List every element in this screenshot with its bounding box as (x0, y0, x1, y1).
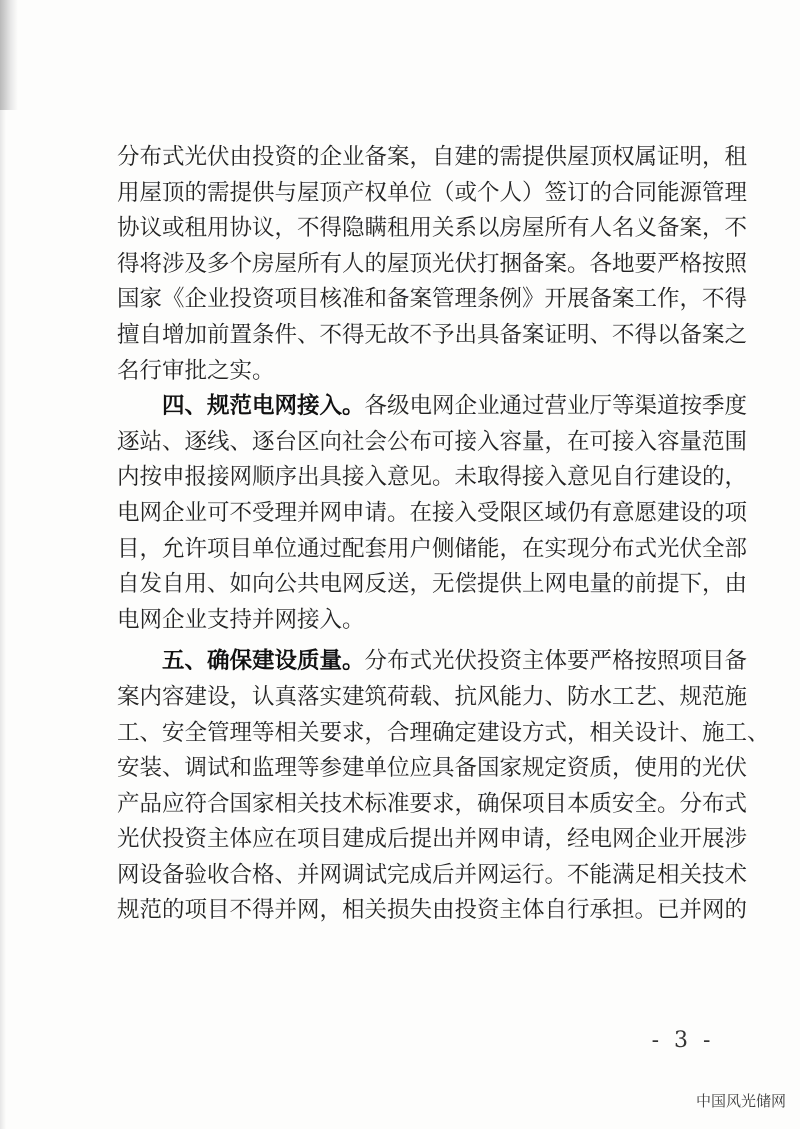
paragraph-line: 网设备验收合格、并网调试完成后并网运行。不能满足相关技术 (117, 861, 748, 888)
paragraph-line: 得将涉及多个房屋所有人的屋顶光伏打捆备案。各地要严格按照 (117, 250, 748, 277)
section-5-first-line (117, 644, 748, 680)
paragraph-line: 目，允许项目单位通过配套用户侧储能，在实现分布式光伏全部 (117, 535, 748, 562)
scan-shadow-edge (0, 110, 6, 1129)
paragraph-line: 自发自用、如向公共电网反送，无偿提供上网电量的前提下，由 (117, 571, 748, 598)
paragraph-line: 光伏投资主体应在项目建成后提出并网申请，经电网企业开展涉 (117, 826, 748, 853)
watermark-logo-text: 中国风光储网 (695, 1092, 786, 1110)
section-5-heading: 五、确保建设质量。 (162, 648, 365, 675)
paragraph-line: 电网企业支持并网接入。 (117, 606, 365, 633)
paragraph-line: 工、安全管理等相关要求，合理确定建设方式，相关设计、施工、 (117, 719, 770, 746)
paragraph-line: 国家《企业投资项目核准和备案管理条例》开展备案工作，不得 (117, 286, 748, 313)
page-number: - 3 - (651, 1028, 715, 1053)
paragraph-line: 电网企业可不受理并网申请。在接入受限区域仍有意愿建设的项 (117, 499, 748, 526)
paragraph-line: 规范的项目不得并网，相关损失由投资主体自行承担。已并网的 (117, 897, 748, 924)
scan-shadow (0, 0, 18, 110)
paragraph-line: 案内容建设，认真落实建筑荷载、抗风能力、防水工艺、规范施 (117, 683, 748, 710)
paragraph-line: 名行审批之实。 (117, 357, 275, 384)
section-4-first-line (117, 389, 748, 425)
paragraph-line: 产品应符合国家相关技术标准要求，确保项目本质安全。分布式 (117, 790, 748, 817)
document-body (117, 140, 770, 929)
paragraph-line: 擅自增加前置条件、不得无故不予出具备案证明、不得以备案之 (117, 321, 748, 348)
paragraph-line: 逐站、逐线、逐台区向社会公布可接入容量，在可接入容量范围 (117, 428, 748, 455)
paragraph-line: 分布式光伏由投资的企业备案，自建的需提供屋顶权属证明，租 (117, 144, 748, 170)
paragraph-line: 安装、调试和监理等参建单位应具备国家规定资质，使用的光伏 (117, 755, 748, 782)
paragraph-line: 用屋顶的需提供与屋顶产权单位（或个人）签订的合同能源管理 (117, 179, 748, 206)
section-4-heading: 四、规范电网接入。 (162, 393, 365, 420)
paragraph-line: 协议或租用协议，不得隐瞒租用关系以房屋所有人名义备案，不 (117, 215, 748, 242)
section-5-first-line-text: 分布式光伏投资主体要严格按照项目备 (364, 648, 748, 675)
paragraph-line: 内按申报接网顺序出具接入意见。未取得接入意见自行建设的， (117, 464, 748, 491)
section-4-first-line-text: 各级电网企业通过营业厅等渠道按季度 (364, 393, 748, 420)
